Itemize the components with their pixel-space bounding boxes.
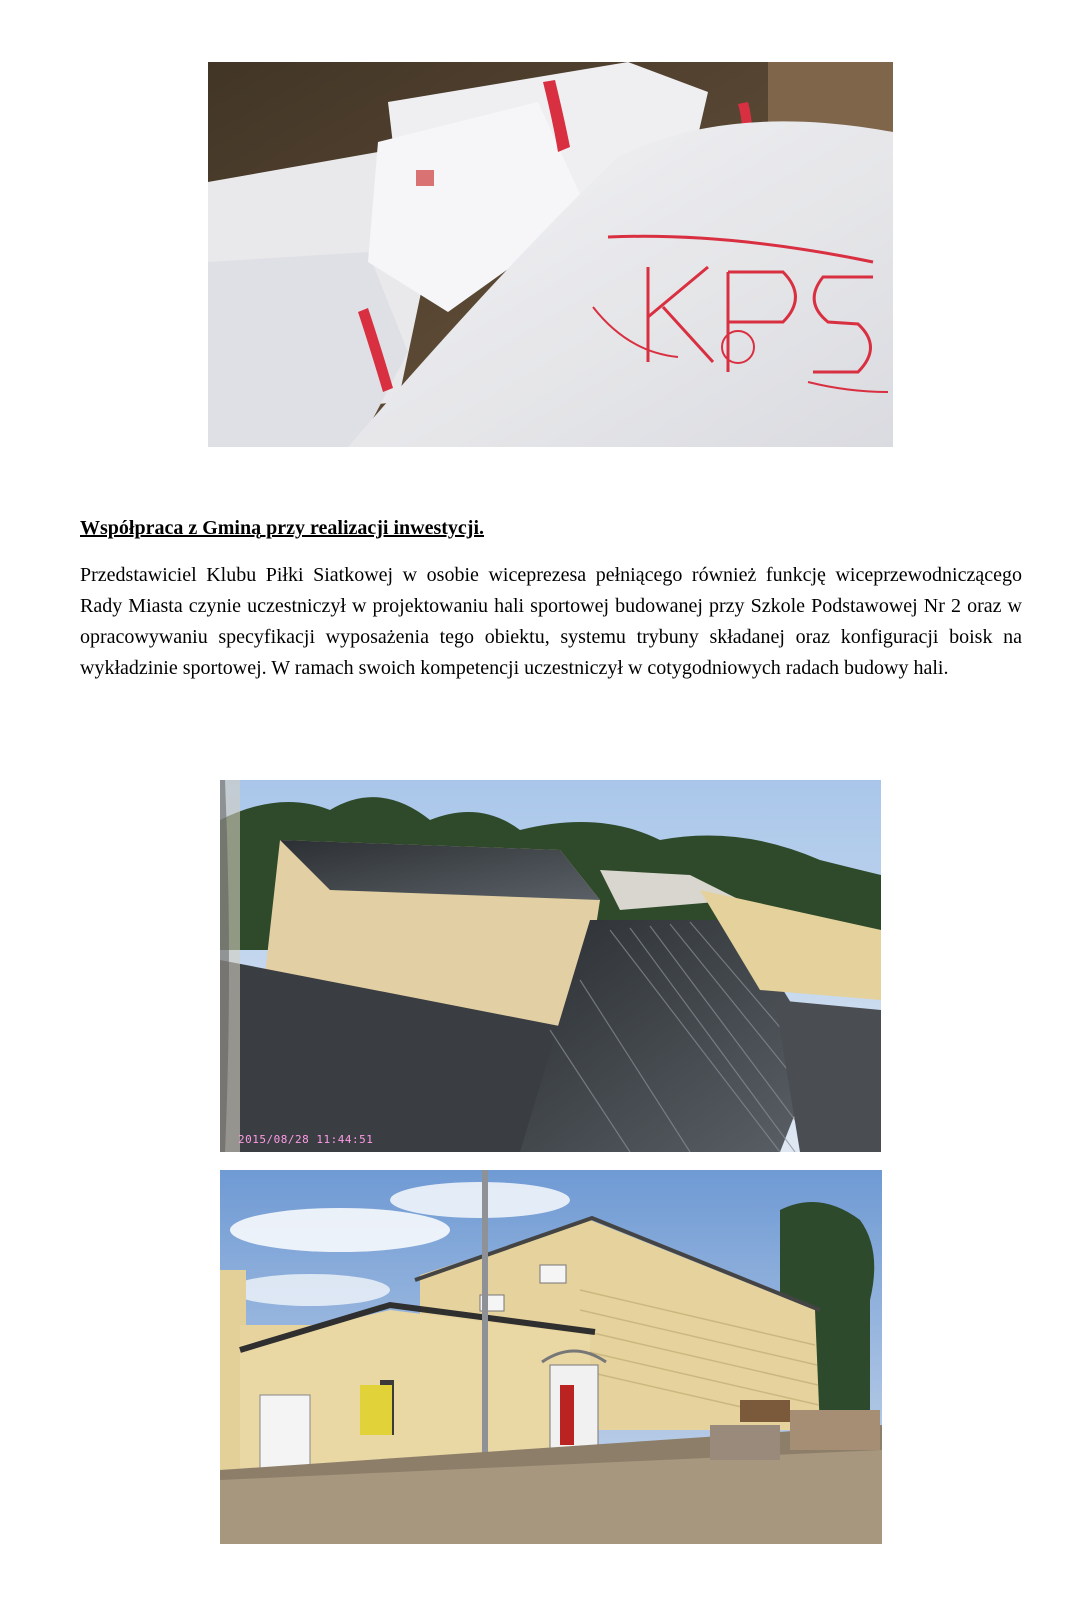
facade-photo [220,1170,882,1544]
section-heading: Współpraca z Gminą przy realizacji inwestycji. [80,517,485,539]
section-paragraph: Przedstawiciel Klubu Piłki Siatkowej w osobie wiceprezesa pełniącego również funkcję wiceprzewodniczącego Rady Miasta czynie uczestniczył w projektowaniu hali sportowej budowanej przy Szkole Podstawowej Nr 2 oraz w opracowywaniu specyfikacji wyposażenia tego obiektu, systemu trybuny składanej oraz konfiguracji boisk na wykładzinie sportowej. W ramach swoich kompetencji uczestniczył w cotygodniowych radach budowy hali. [80,564,1022,679]
roof-photo [220,780,881,1152]
tshirts-photo [208,62,893,447]
photo-timestamp: 2015/08/28 11:44:51 [238,1133,374,1146]
